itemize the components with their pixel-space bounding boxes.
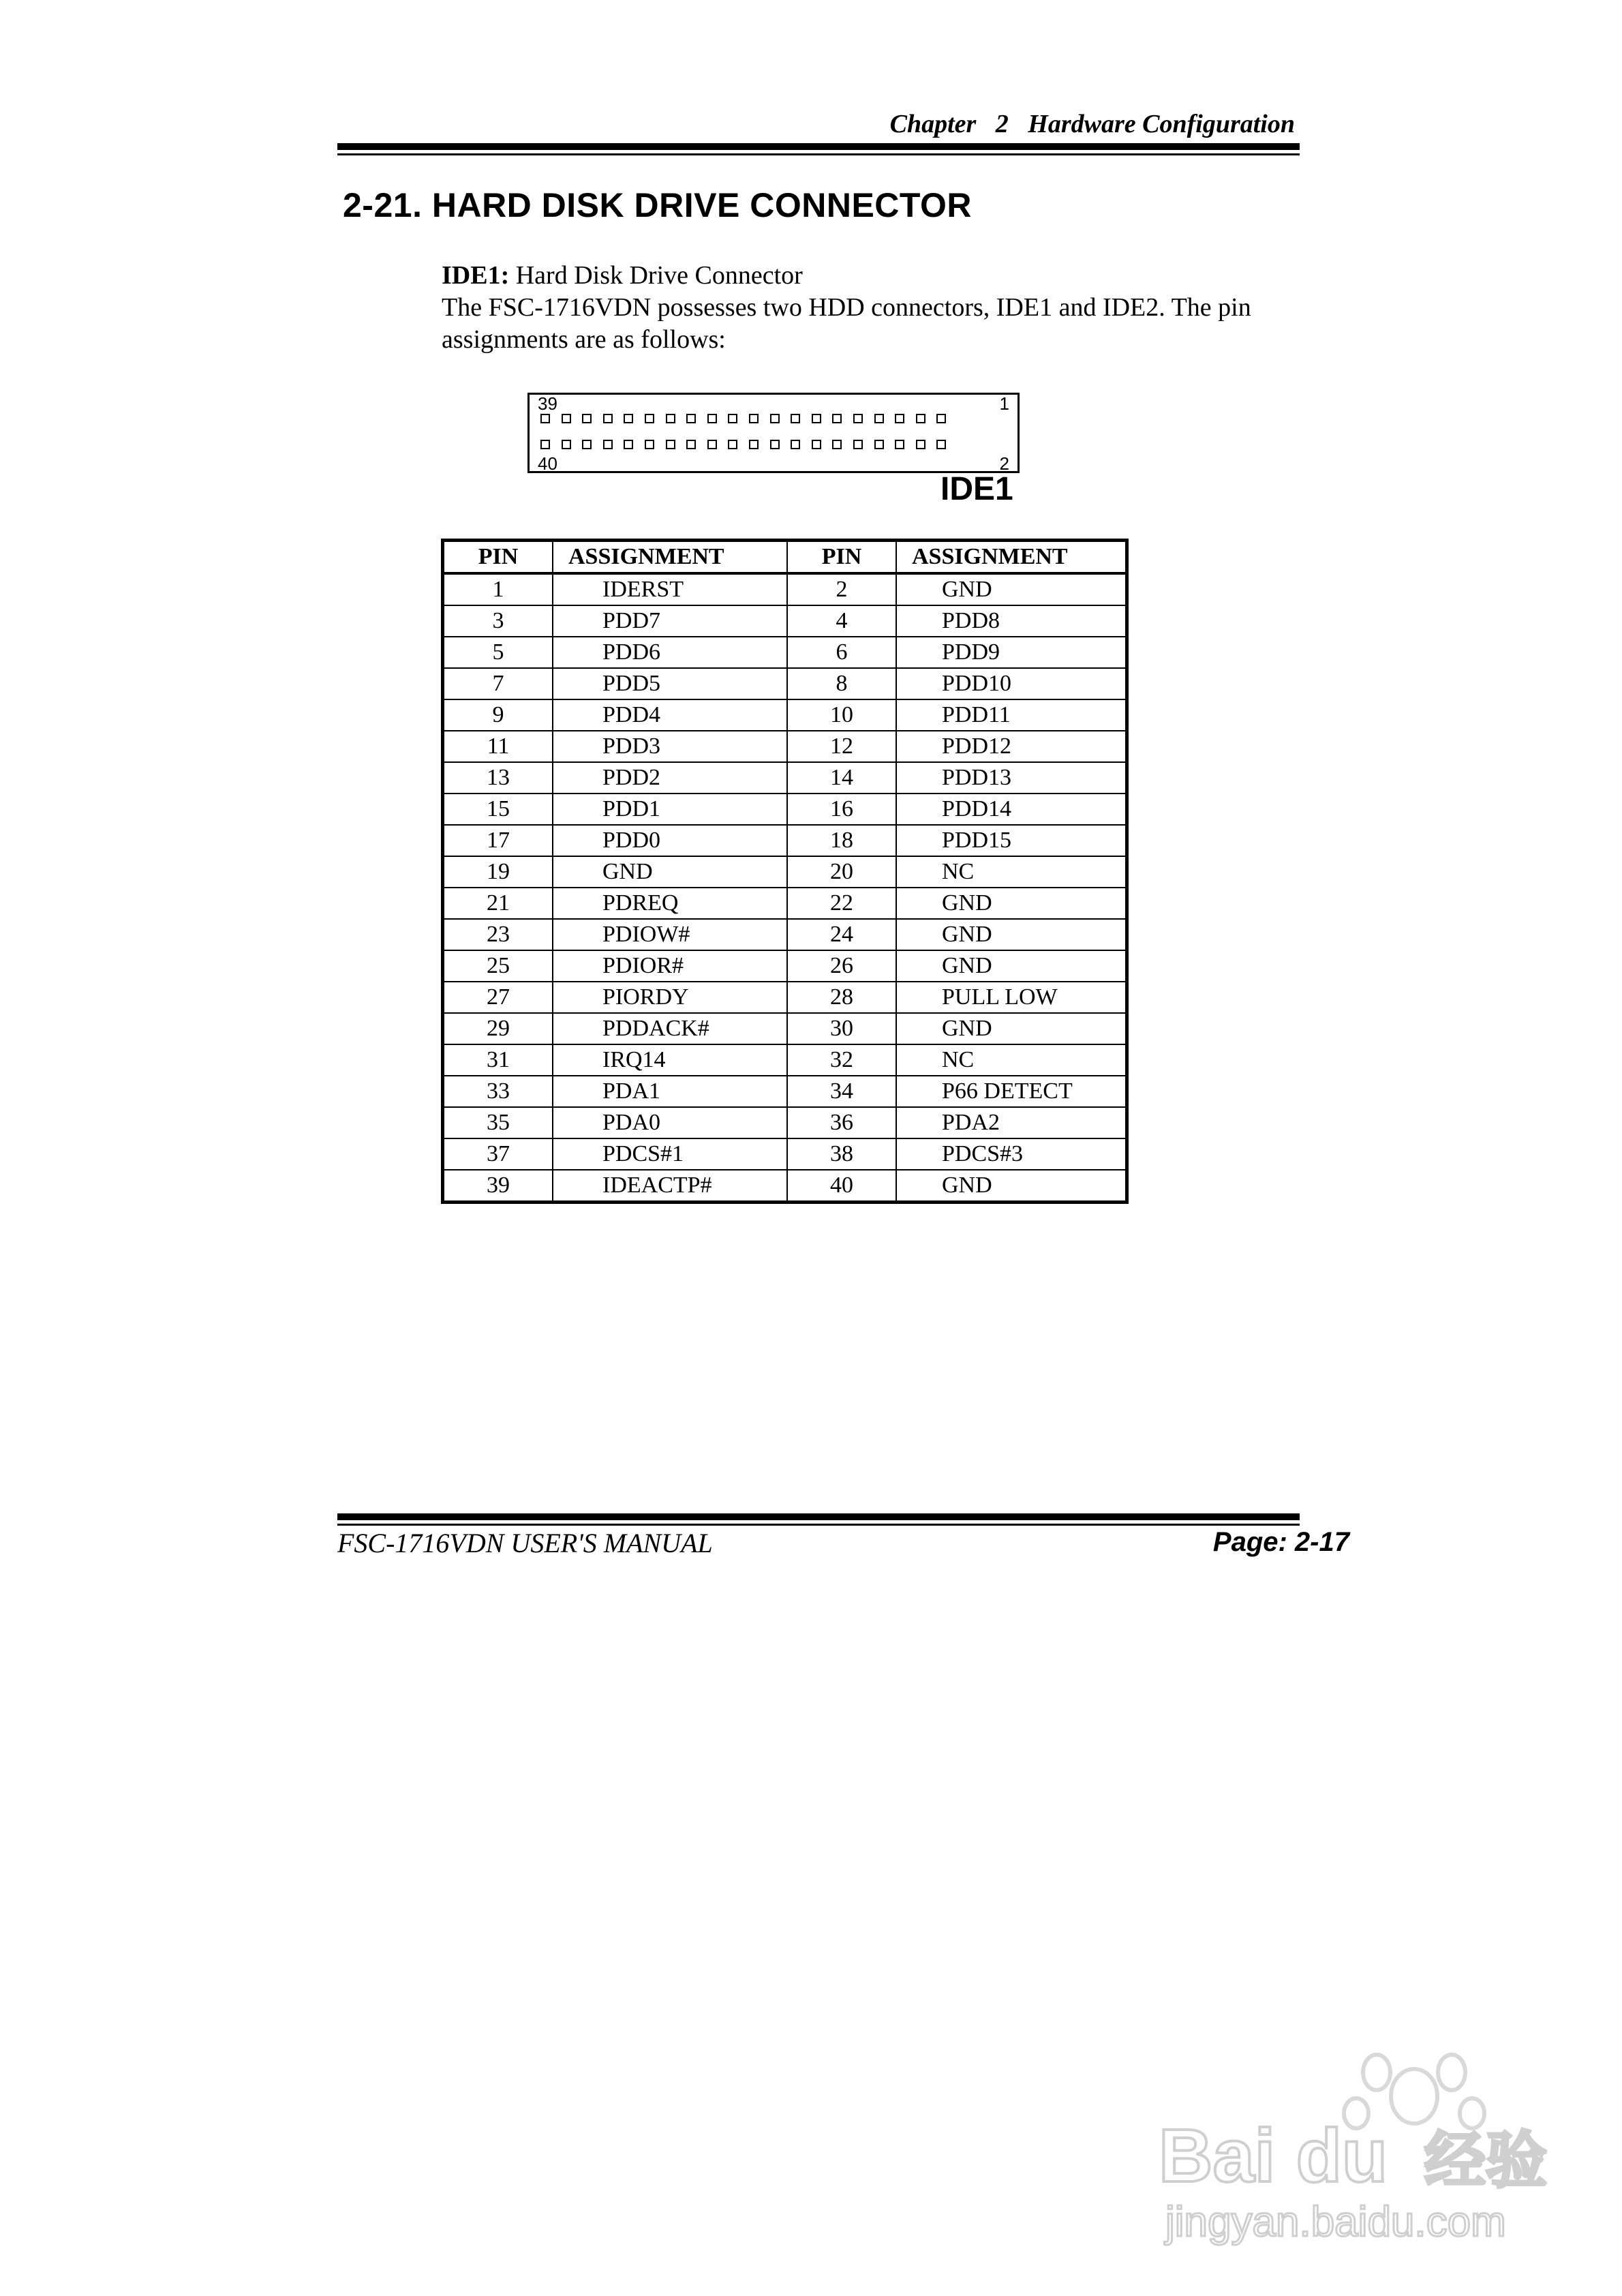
pin-number-cell: 10 (787, 699, 896, 731)
pin-number-cell: 26 (787, 950, 896, 982)
col-header-pin: PIN (787, 541, 896, 574)
assignment-cell: PDIOW# (553, 919, 787, 950)
pin-number-cell: 19 (443, 856, 553, 888)
assignment-cell: PDA1 (553, 1076, 787, 1107)
pin-assignment-table (441, 539, 1129, 1204)
table-row (443, 699, 1127, 731)
pin-number-cell: 6 (787, 637, 896, 668)
assignment-cell: PDD14 (896, 794, 1127, 825)
pin-number-cell: 39 (443, 1170, 553, 1203)
intro-line: assignments are as follows: (442, 325, 726, 354)
assignment-cell: PDA0 (553, 1107, 787, 1138)
connector-pin (853, 414, 863, 423)
connector-pin (707, 440, 717, 449)
intro-line: The FSC-1716VDN possesses two HDD connectors, IDE1 and IDE2. The pin (442, 293, 1251, 322)
pin-number-cell: 30 (787, 1013, 896, 1044)
svg-text:jingyan.baidu.com: jingyan.baidu.com (1165, 2199, 1506, 2246)
connector-pin (832, 440, 842, 449)
pin-number-cell: 29 (443, 1013, 553, 1044)
connector-pin (582, 414, 592, 423)
pin-label-1: 1 (999, 393, 1009, 414)
pin-number-cell: 27 (443, 982, 553, 1013)
connector-name: IDE1 (940, 471, 1013, 507)
assignment-cell: PDD9 (896, 637, 1127, 668)
connector-pin (582, 440, 592, 449)
connector-pin (895, 414, 904, 423)
connector-pin (853, 440, 863, 449)
assignment-cell: NC (896, 856, 1127, 888)
connector-pin (749, 414, 759, 423)
pin-number-cell: 37 (443, 1138, 553, 1170)
assignment-cell: GND (896, 1013, 1127, 1044)
connector-pin (686, 440, 696, 449)
connector-pin (603, 414, 613, 423)
intro-line (442, 260, 803, 290)
connector-pin (666, 440, 675, 449)
pin-number-cell: 31 (443, 1044, 553, 1076)
pin-number-cell: 8 (787, 668, 896, 699)
table-row (443, 794, 1127, 825)
assignment-cell: PDDACK# (553, 1013, 787, 1044)
pin-number-cell: 22 (787, 888, 896, 919)
pin-number-cell: 9 (443, 699, 553, 731)
pin-number-cell: 21 (443, 888, 553, 919)
connector-pin (728, 414, 737, 423)
table-row (443, 1076, 1127, 1107)
footer-divider (337, 1513, 1300, 1520)
table-row (443, 950, 1127, 982)
connector-pin (874, 414, 884, 423)
assignment-cell: PDD15 (896, 825, 1127, 856)
pin-number-cell: 33 (443, 1076, 553, 1107)
connector-pin (707, 414, 717, 423)
pin-label-2: 2 (999, 453, 1009, 474)
connector-pin (728, 440, 737, 449)
pin-number-cell: 25 (443, 950, 553, 982)
pin-number-cell: 28 (787, 982, 896, 1013)
assignment-cell: PDD3 (553, 731, 787, 762)
table-row (443, 1044, 1127, 1076)
assignment-cell: PDD1 (553, 794, 787, 825)
assignment-cell: PULL LOW (896, 982, 1127, 1013)
pin-label-39: 39 (538, 393, 557, 414)
pin-number-cell: 34 (787, 1076, 896, 1107)
connector-pin (936, 440, 946, 449)
assignment-cell: PDD5 (553, 668, 787, 699)
pin-row-even (540, 440, 946, 449)
baidu-jingyan-watermark-logo (1152, 2031, 1561, 2256)
footer-divider-thin (337, 1524, 1300, 1526)
pin-number-cell: 15 (443, 794, 553, 825)
table-row (443, 668, 1127, 699)
section-title: 2-21. HARD DISK DRIVE CONNECTOR (343, 186, 973, 224)
assignment-cell: PDD6 (553, 637, 787, 668)
table-header-row (443, 541, 1127, 574)
table-row (443, 919, 1127, 950)
assignment-cell: GND (553, 856, 787, 888)
assignment-cell: IDEACTP# (553, 1170, 787, 1203)
assignment-cell: PDD13 (896, 762, 1127, 794)
assignment-cell: GND (896, 919, 1127, 950)
table-row (443, 982, 1127, 1013)
pin-number-cell: 3 (443, 605, 553, 637)
assignment-cell: PDCS#3 (896, 1138, 1127, 1170)
pin-number-cell: 35 (443, 1107, 553, 1138)
pin-label-40: 40 (538, 453, 557, 474)
table-row (443, 1138, 1127, 1170)
assignment-cell: GND (896, 888, 1127, 919)
connector-pin (562, 414, 571, 423)
connector-pin (791, 414, 800, 423)
intro-label-desc: Hard Disk Drive Connector (509, 261, 803, 290)
pin-number-cell: 7 (443, 668, 553, 699)
connector-pin (749, 440, 759, 449)
assignment-cell: PDIOR# (553, 950, 787, 982)
assignment-cell: PDD0 (553, 825, 787, 856)
connector-pin (936, 414, 946, 423)
assignment-cell: PDREQ (553, 888, 787, 919)
pin-number-cell: 16 (787, 794, 896, 825)
pin-number-cell: 20 (787, 856, 896, 888)
assignment-cell: GND (896, 950, 1127, 982)
table-row (443, 731, 1127, 762)
pin-number-cell: 14 (787, 762, 896, 794)
table-row (443, 637, 1127, 668)
connector-pin (540, 414, 550, 423)
connector-pin (770, 414, 780, 423)
col-header-pin: PIN (443, 541, 553, 574)
connector-pin (645, 414, 654, 423)
table-body (443, 573, 1127, 1203)
pin-row-odd (540, 414, 946, 423)
connector-pin (770, 440, 780, 449)
connector-pin (812, 414, 821, 423)
pin-number-cell: 11 (443, 731, 553, 762)
assignment-cell: PDA2 (896, 1107, 1127, 1138)
pin-number-cell: 36 (787, 1107, 896, 1138)
assignment-cell: PDD2 (553, 762, 787, 794)
connector-pin (916, 440, 925, 449)
pin-number-cell: 23 (443, 919, 553, 950)
svg-text:Bai du: Bai du (1159, 2114, 1388, 2198)
header-divider-thin (337, 153, 1300, 155)
connector-pin (624, 440, 633, 449)
pin-number-cell: 13 (443, 762, 553, 794)
connector-pin (791, 440, 800, 449)
intro-label: IDE1: (442, 261, 510, 290)
pin-number-cell: 32 (787, 1044, 896, 1076)
assignment-cell: PDCS#1 (553, 1138, 787, 1170)
connector-pin (895, 440, 904, 449)
assignment-cell: NC (896, 1044, 1127, 1076)
col-header-assignment: ASSIGNMENT (553, 541, 787, 574)
table-row (443, 856, 1127, 888)
svg-text:经验: 经验 (1424, 2125, 1547, 2196)
pin-number-cell: 38 (787, 1138, 896, 1170)
chapter-header: Chapter 2 Hardware Configuration (889, 110, 1295, 138)
page-number: Page: 2-17 (1212, 1527, 1349, 1557)
connector-pin (603, 440, 613, 449)
connector-pin (562, 440, 571, 449)
table-row (443, 1170, 1127, 1203)
connector-pin (832, 414, 842, 423)
assignment-cell: IDERST (553, 573, 787, 605)
connector-pin (916, 414, 925, 423)
table-row (443, 573, 1127, 605)
table-row (443, 762, 1127, 794)
assignment-cell: PDD10 (896, 668, 1127, 699)
assignment-cell: PDD12 (896, 731, 1127, 762)
assignment-cell: PDD7 (553, 605, 787, 637)
pin-number-cell: 24 (787, 919, 896, 950)
connector-pin (624, 414, 633, 423)
assignment-cell: GND (896, 1170, 1127, 1203)
pin-number-cell: 40 (787, 1170, 896, 1203)
connector-pin (686, 414, 696, 423)
ide-connector-diagram (527, 393, 1020, 473)
table-row (443, 605, 1127, 637)
connector-pin (812, 440, 821, 449)
connector-pin (645, 440, 654, 449)
table-row (443, 825, 1127, 856)
pin-number-cell: 2 (787, 573, 896, 605)
assignment-cell: GND (896, 573, 1127, 605)
table-row (443, 1013, 1127, 1044)
assignment-cell: PIORDY (553, 982, 787, 1013)
assignment-cell: PDD11 (896, 699, 1127, 731)
table-row (443, 1107, 1127, 1138)
assignment-cell: IRQ14 (553, 1044, 787, 1076)
assignment-cell: PDD4 (553, 699, 787, 731)
pin-number-cell: 4 (787, 605, 896, 637)
pin-number-cell: 18 (787, 825, 896, 856)
manual-title: FSC-1716VDN USER'S MANUAL (337, 1528, 713, 1558)
pin-number-cell: 5 (443, 637, 553, 668)
connector-pin (666, 414, 675, 423)
pin-number-cell: 12 (787, 731, 896, 762)
connector-pin (874, 440, 884, 449)
pin-number-cell: 1 (443, 573, 553, 605)
pin-number-cell: 17 (443, 825, 553, 856)
table-row (443, 888, 1127, 919)
col-header-assignment: ASSIGNMENT (896, 541, 1127, 574)
assignment-cell: PDD8 (896, 605, 1127, 637)
header-divider (337, 143, 1300, 150)
assignment-cell: P66 DETECT (896, 1076, 1127, 1107)
connector-pin (540, 440, 550, 449)
